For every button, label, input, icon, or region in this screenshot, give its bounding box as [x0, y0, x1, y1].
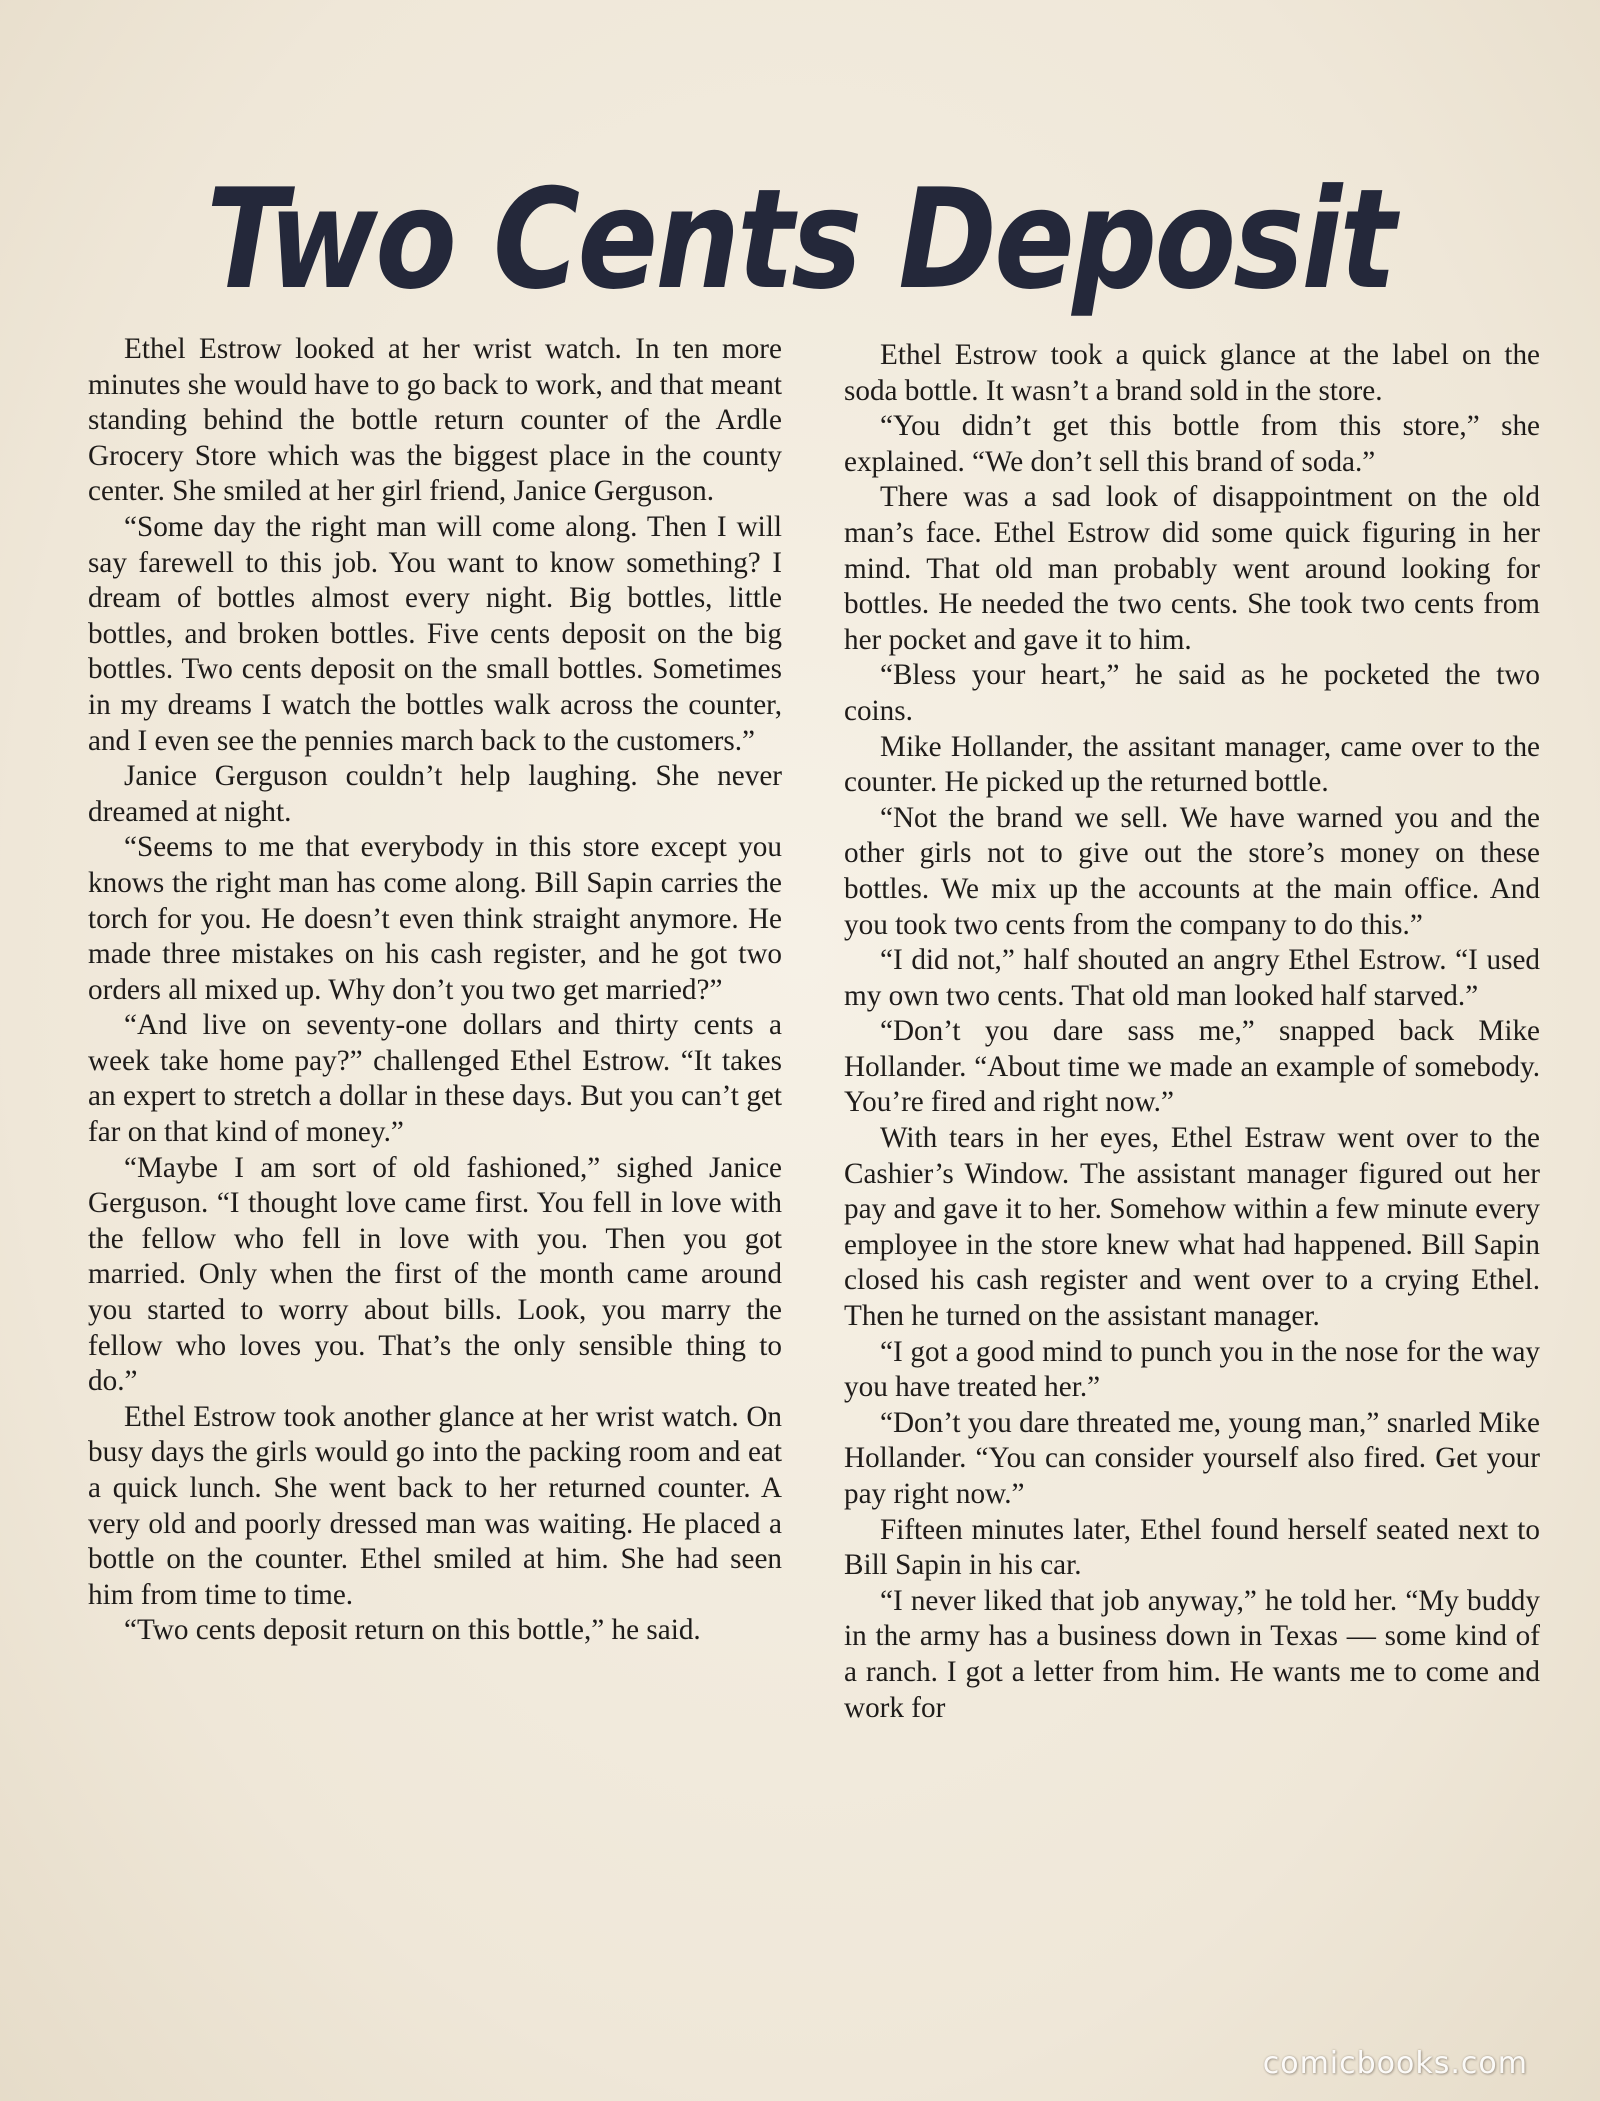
paragraph: Mike Hollander, the assitant manager, came over to the counter. He picked up the returned bottle. [844, 730, 1540, 799]
paragraph: “Maybe I am sort of old fashioned,” sighed Janice Gerguson. “I thought love came first. You fell in love with the fellow who fell in love with you. Then you got married. Only when the first of the month came around you started to worry about bills. Look, you marry the fellow who loves you. That’s the only sensible thing to do.” [88, 1151, 782, 1398]
paragraph: “Some day the right man will come along. Then I will say farewell to this job. You want to know something? I dream of bottles almost every night. Big bottles, little bottles, and broken bottles. Five cents deposit on the big bottles. Two cents deposit on the small bottles. Sometimes in my dreams I watch the bottles walk across the counter, and I even see the pennies march back to the customers.” [88, 510, 782, 757]
story-title: Two Cents Deposit [206, 159, 1394, 321]
paragraph: Ethel Estrow took another glance at her wrist watch. On busy days the girls would go into the packing room and eat a quick lunch. She went back to her returned counter. A very old and poorly dressed man was waiting. He placed a bottle on the counter. Ethel smiled at him. She had seen him from time to time. [88, 1400, 782, 1611]
paragraph: There was a sad look of disappointment on the old man’s face. Ethel Estrow did some quick figuring in her mind. That old man probably went around looking for bottles. He needed the two cents. She took two cents from her pocket and gave it to him. [844, 481, 1540, 656]
paragraph: “I did not,” half shouted an angry Ethel Estrow. “I used my own two cents. That old man looked half starved.” [844, 944, 1540, 1012]
paragraph: “Not the brand we sell. We have warned you and the other girls not to give out the store’s money on these bottles. We mix up the accounts at the main office. And you took two cents from the company to do this.” [844, 801, 1540, 941]
paragraph: “Don’t you dare sass me,” snapped back Mike Hollander. “About time we made an example of somebody. You’re fired and right now.” [844, 1015, 1540, 1119]
paragraph: Fifteen minutes later, Ethel found herself seated next to Bill Sapin in his car. [844, 1513, 1540, 1582]
paragraph: With tears in her eyes, Ethel Estraw went over to the Cashier’s Window. The assistant manager figured out her pay and gave it to her. Somehow within a few minute every employee in the store knew what had happened. Bill Sapin closed his cash register and went over to a crying Ethel. Then he turned on the assistant manager. [844, 1122, 1540, 1333]
paragraph: “I never liked that job anyway,” he told her. “My buddy in the army has a business down in Texas — some kind of a ranch. I got a letter from him. He wants me to come and work for [844, 1584, 1540, 1724]
paragraph: “Don’t you dare threated me, young man,” snarled Mike Hollander. “You can consider yourself also fired. Get your pay right now.” [844, 1406, 1540, 1510]
paragraph: Ethel Estrow looked at her wrist watch. In ten more minutes she would have to go back to work, and that meant standing behind the bottle return counter of the Ardle Grocery Store which was the biggest place in the county center. She smiled at her girl friend, Janice Gerguson. [88, 333, 782, 508]
right-column [844, 338, 1540, 1726]
paragraph: Janice Gerguson couldn’t help laughing. She never dreamed at night. [88, 760, 782, 828]
paragraph: “And live on seventy-one dollars and thirty cents a week take home pay?” challenged Ethel Estrow. “It takes an expert to stretch a dollar in these days. But you can’t get far on that kind of money.” [88, 1009, 782, 1149]
watermark: comicbooks.com [1262, 2046, 1528, 2081]
paragraph: “Seems to me that everybody in this store except you knows the right man has come along. Bill Sapin carries the torch for you. He doesn’t even think straight anymore. He made three mistakes on his cash register, and he got two orders all mixed up. Why don’t you two get married?” [88, 831, 782, 1006]
paragraph: “I got a good mind to punch you in the nose for the way you have treated her.” [844, 1335, 1540, 1404]
paragraph: Ethel Estrow took a quick glance at the label on the soda bottle. It wasn’t a brand sold in the store. [844, 339, 1540, 407]
paragraph: “Two cents deposit return on this bottle,” he said. [124, 1614, 701, 1647]
left-column [88, 332, 782, 1649]
paragraph: “You didn’t get this bottle from this store,” she explained. “We don’t sell this brand of soda.” [844, 410, 1540, 478]
paragraph: “Bless your heart,” he said as he pocketed the two coins. [844, 659, 1540, 727]
